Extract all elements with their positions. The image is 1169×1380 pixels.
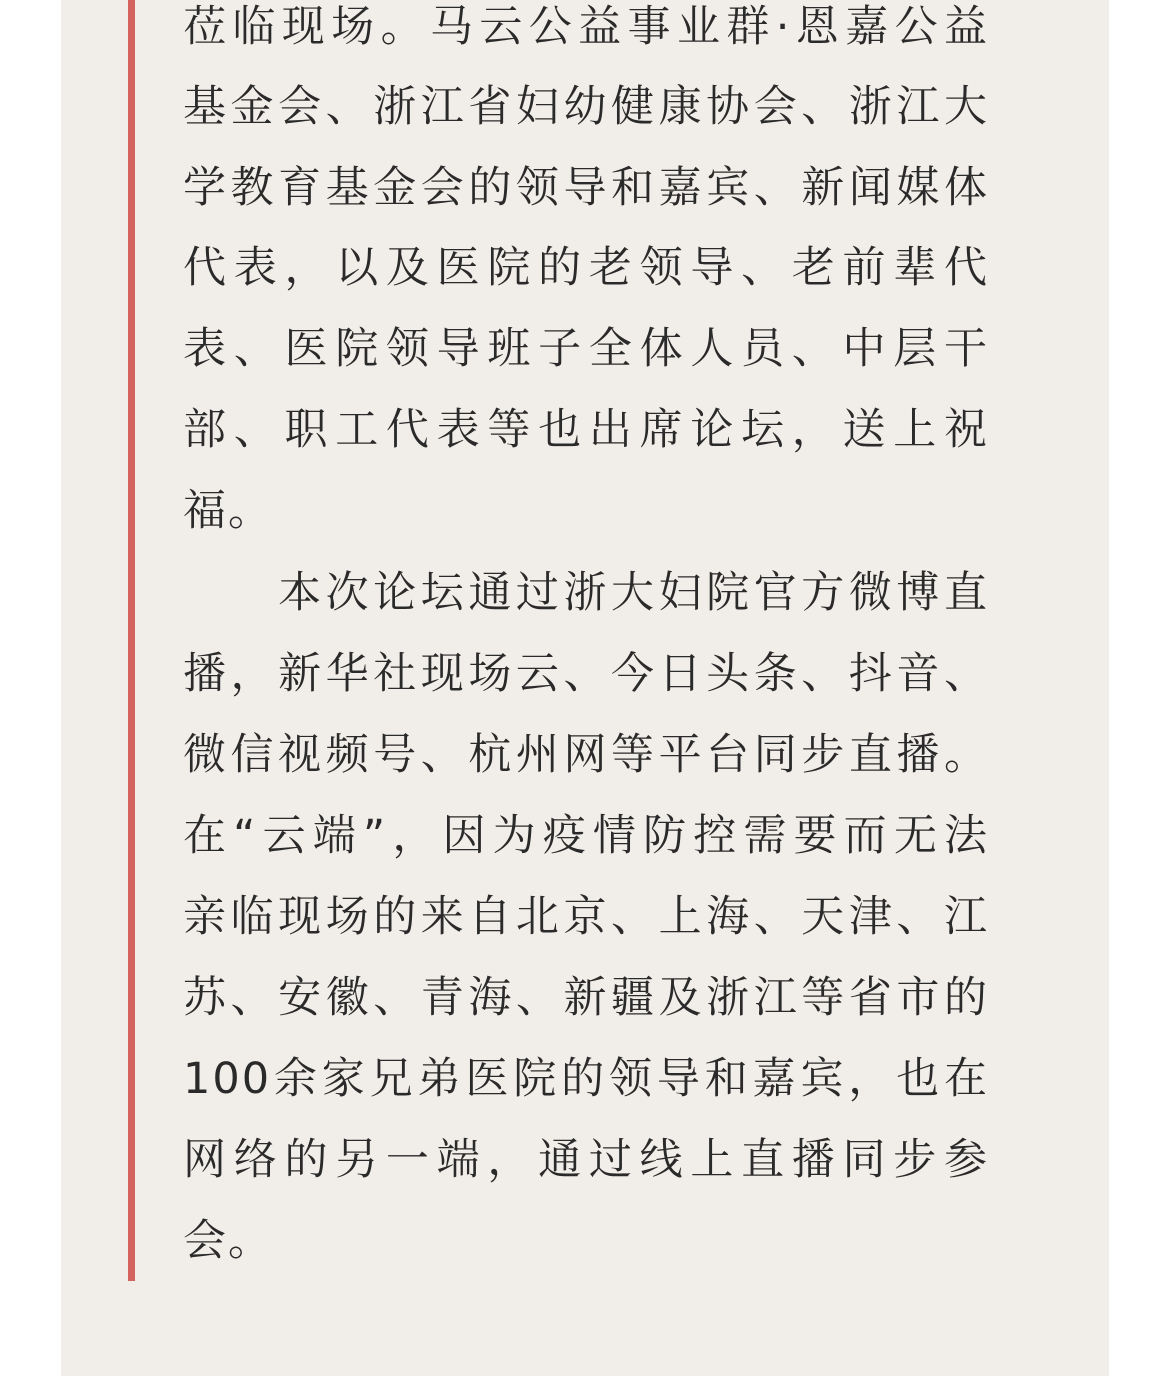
paragraph-1-line-1: 莅临现场。马云公益事业群·恩嘉公益: [183, 2, 989, 52]
quote-accent-bar: [128, 0, 135, 1281]
paragraph-2-line-1: 本次论坛通过浙大妇院官方微博直: [183, 568, 989, 618]
paragraph-1-line-3: 学教育基金会的领导和嘉宾、新闻媒体: [183, 163, 989, 213]
paragraph-1-line-2: 基金会、浙江省妇幼健康协会、浙江大: [183, 82, 989, 132]
paragraph-1-line-6: 部、职工代表等也出席论坛，送上祝: [183, 405, 989, 455]
paragraph-2-line-6: 苏、安徽、青海、新疆及浙江等省市的: [183, 973, 989, 1023]
paragraph-2-line-5: 亲临现场的来自北京、上海、天津、江: [183, 892, 989, 942]
paragraph-2-line-8: 网络的另一端，通过线上直播同步参: [183, 1135, 989, 1185]
paragraph-1-line-7: 福。: [183, 486, 273, 536]
paragraph-2-line-3: 微信视频号、杭州网等平台同步直播。: [183, 730, 989, 780]
paragraph-1-line-4: 代表，以及医院的老领导、老前辈代: [183, 243, 989, 293]
paragraph-2-line-4: 在“云端”，因为疫情防控需要而无法: [183, 811, 989, 861]
paragraph-2-line-7: 100余家兄弟医院的领导和嘉宾，也在: [183, 1054, 989, 1104]
paragraph-2-line-9: 会。: [183, 1216, 273, 1266]
paragraph-1-line-5: 表、医院领导班子全体人员、中层干: [183, 324, 989, 374]
paragraph-2-line-2: 播，新华社现场云、今日头条、抖音、: [183, 649, 989, 699]
